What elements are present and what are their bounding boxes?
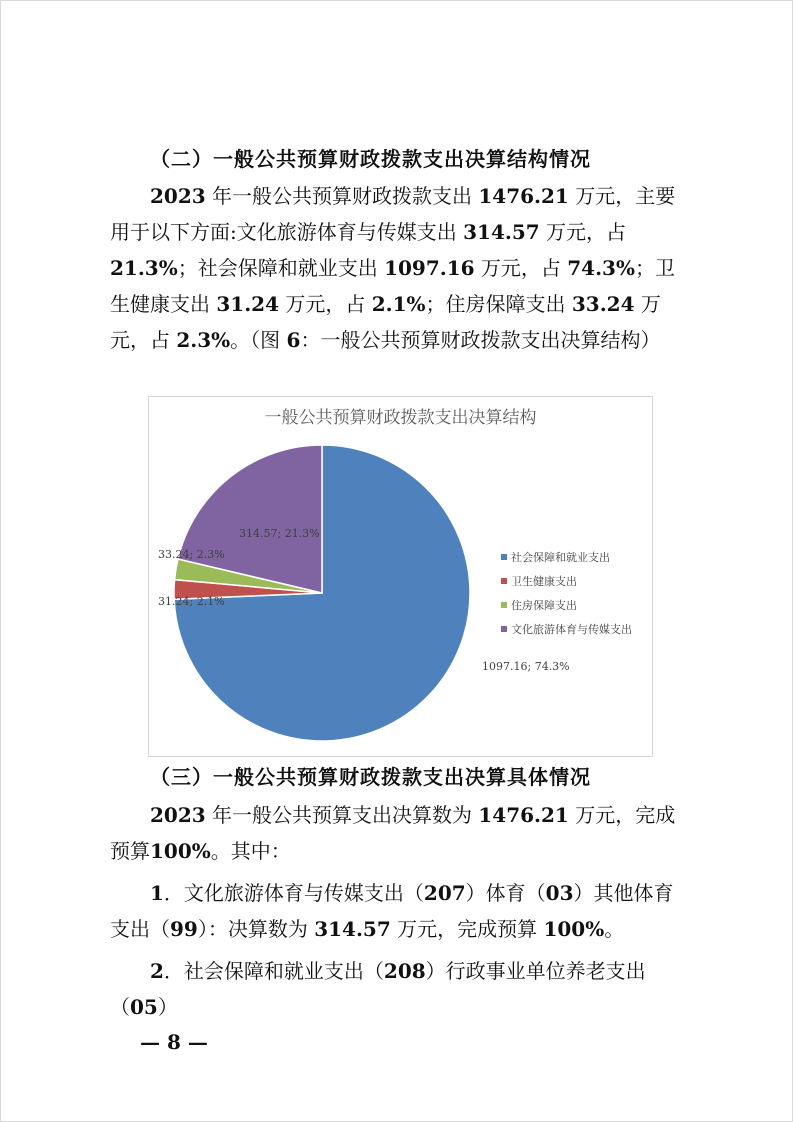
- item-number: 2: [150, 959, 164, 983]
- code: 99: [170, 917, 198, 941]
- pct-culture: 21.3%: [110, 256, 178, 280]
- text: 文化旅游体育与传媒支出: [236, 220, 464, 244]
- text: ；卫生健康支出: [110, 256, 675, 316]
- text: ：一般公共预算财政拨款支出决算结构）: [300, 328, 661, 352]
- value-housing: 33.24: [571, 292, 635, 316]
- value: 314.57: [314, 917, 391, 941]
- text: 万元，占: [539, 220, 627, 244]
- section2-heading-text: （二）一般公共预算财政拨款支出决算结构情况: [150, 147, 591, 171]
- legend-label: 卫生健康支出: [511, 575, 577, 588]
- completion-pct: 100%: [543, 917, 605, 941]
- pct-health: 2.1%: [371, 292, 426, 316]
- data-label-culture: 314.57; 21.3%: [239, 527, 320, 540]
- value-health: 31.24: [216, 292, 279, 316]
- section2-paragraph: [110, 178, 690, 358]
- text: 万元，占: [279, 292, 372, 316]
- text: 万元，完成预算: [110, 803, 676, 863]
- completion-pct: 100%: [150, 839, 211, 863]
- chart-title: 一般公共预算财政拨款支出决算结构: [264, 408, 537, 428]
- code: 207: [423, 881, 466, 905]
- legend-item-health: [501, 569, 632, 593]
- code: 05: [130, 995, 158, 1019]
- text: 。: [604, 917, 625, 941]
- chart-legend: [501, 545, 632, 641]
- year: 2023: [150, 184, 206, 208]
- data-label-housing: 33.24; 2.3%: [158, 548, 225, 561]
- year: 2023: [150, 803, 206, 827]
- legend-swatch-social: [501, 554, 507, 560]
- text: 。（图: [230, 328, 287, 352]
- data-label-social: 1097.16; 74.3%: [482, 660, 570, 673]
- figure-number: 6: [286, 328, 301, 352]
- legend-label: 文化旅游体育与传媒支出: [511, 623, 632, 636]
- text: ；住房保障支出: [425, 292, 572, 316]
- section2-heading: [110, 142, 690, 176]
- item-number: 1: [150, 881, 164, 905]
- legend-item-housing: [501, 593, 632, 617]
- legend-label: 社会保障和就业支出: [511, 551, 610, 564]
- value-culture: 314.57: [463, 220, 540, 244]
- text: 万元，完成预算: [390, 917, 544, 941]
- text: 万元，占: [110, 292, 661, 352]
- legend-item-culture: [501, 617, 632, 641]
- code: 208: [383, 959, 426, 983]
- page-number: — 8 —: [140, 1030, 208, 1054]
- total-amount: 1476.21: [478, 184, 569, 208]
- text: ．社会保障和就业支出（: [163, 959, 384, 983]
- text: ．文化旅游体育与传媒支出（: [163, 881, 424, 905]
- text: 万元，主要用于以下方面:: [110, 184, 676, 244]
- text: ）其他体育支出（: [110, 881, 674, 941]
- total-amount: 1476.21: [478, 803, 569, 827]
- data-label-health: 31.24; 2.1%: [158, 595, 225, 608]
- text: 。其中：: [210, 839, 291, 863]
- text: 年一般公共预算支出决算数为: [205, 803, 479, 827]
- legend-item-social: [501, 545, 632, 569]
- text: ）体育（: [465, 881, 546, 905]
- pie-chart: [148, 396, 653, 757]
- text: ）：决算数为: [197, 917, 315, 941]
- section3-heading: [110, 760, 690, 794]
- code: 03: [545, 881, 574, 905]
- section3-heading-text: （三）一般公共预算财政拨款支出决算具体情况: [150, 765, 591, 789]
- pct-social: 74.3%: [567, 256, 635, 280]
- value-social: 1097.16: [384, 256, 475, 280]
- item2-paragraph: [110, 953, 690, 1025]
- legend-label: 住房保障支出: [511, 599, 577, 612]
- text: 年一般公共预算财政拨款支出: [205, 184, 479, 208]
- text: ）行政事业单位养老支出（: [110, 959, 646, 1019]
- legend-swatch-housing: [501, 602, 507, 608]
- section3-paragraph: [110, 797, 690, 869]
- text: 万元，占: [474, 256, 568, 280]
- text: ）: [157, 995, 178, 1019]
- text: ；社会保障和就业支出: [177, 256, 385, 280]
- pct-housing: 2.3%: [176, 328, 231, 352]
- item1-paragraph: [110, 875, 690, 947]
- legend-swatch-culture: [501, 626, 507, 632]
- legend-swatch-health: [501, 578, 507, 584]
